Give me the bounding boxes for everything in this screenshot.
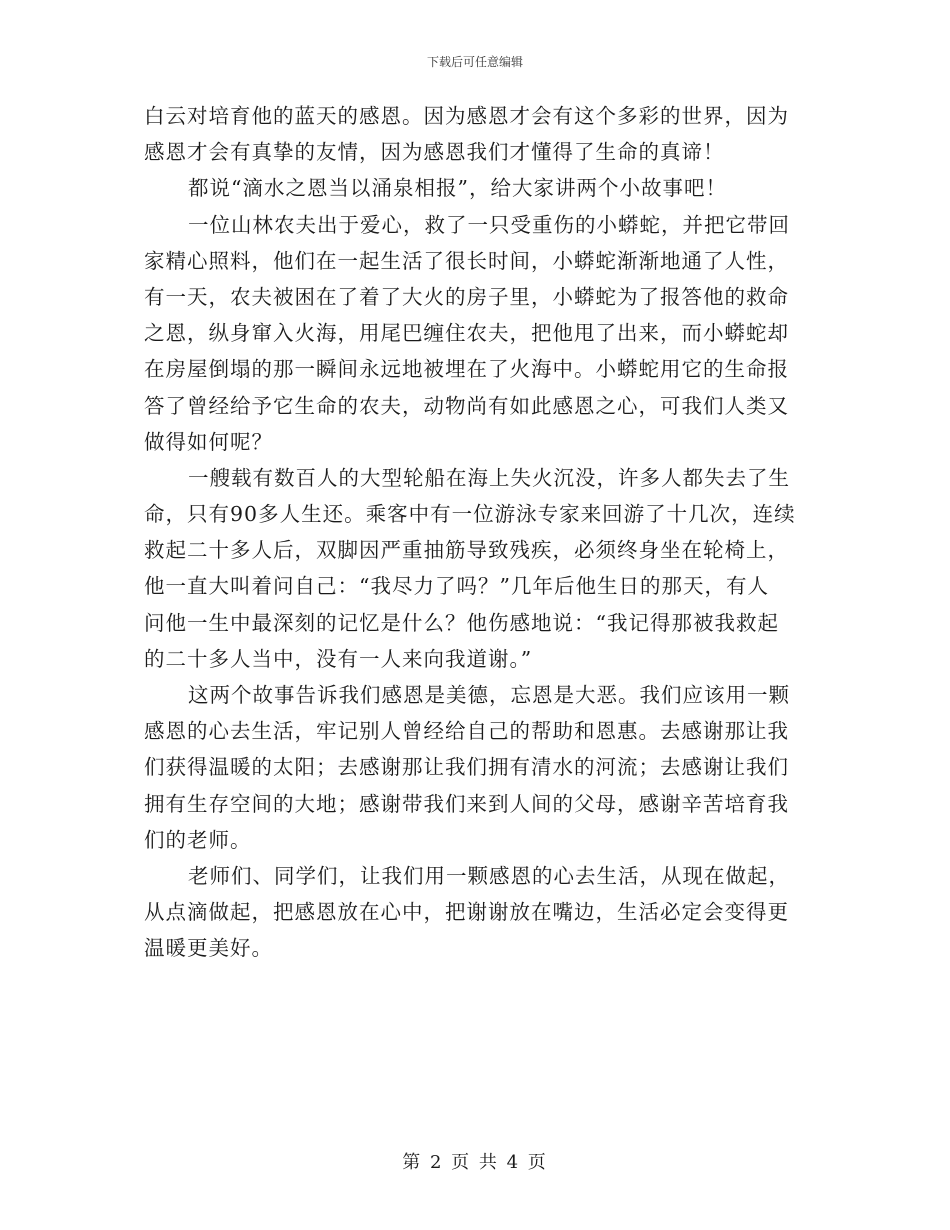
- text-line: 感恩才会有真挚的友情，因为感恩我们才懂得了生命的真谛！: [144, 140, 725, 165]
- paragraph: [144, 207, 800, 460]
- text-line: 都说“滴水之恩当以涌泉相报”，给大家讲两个小故事吧！: [188, 176, 727, 201]
- text-line: 拥有生存空间的大地；感谢带我们来到人间的父母，感谢辛苦培育我: [144, 791, 789, 816]
- paragraph: [144, 460, 800, 677]
- text-line: 之恩，纵身窜入火海，用尾巴缠住农夫，把他甩了出来，而小蟒蛇却: [144, 321, 789, 346]
- text-line: 做得如何呢？: [144, 429, 273, 454]
- document-body: [144, 98, 800, 967]
- text-line: 命，只有90多人生还。乘客中有一位游泳专家来回游了十几次，连续: [144, 502, 796, 527]
- paragraph: [144, 98, 800, 170]
- text-line: 温暖更美好。: [144, 936, 273, 961]
- paragraph: [144, 858, 800, 967]
- text-line: 们获得温暖的太阳；去感谢那让我们拥有清水的河流；去感谢让我们: [144, 755, 789, 780]
- text-line: 一艘载有数百人的大型轮船在海上失火沉没，许多人都失去了生: [188, 465, 790, 490]
- text-line: 家精心照料，他们在一起生活了很长时间，小蟒蛇渐渐地通了人性，: [144, 248, 789, 273]
- text-line: 有一天，农夫被困在了着了大火的房子里，小蟒蛇为了报答他的救命: [144, 284, 789, 309]
- text-line: 在房屋倒塌的那一瞬间永远地被埋在了火海中。小蟒蛇用它的生命报: [144, 357, 789, 382]
- text-line: 问他一生中最深刻的记忆是什么？他伤感地说：“我记得那被我救起: [144, 610, 779, 635]
- text-line: 这两个故事告诉我们感恩是美德，忘恩是大恶。我们应该用一颗: [188, 683, 790, 707]
- text-line: 老师们、同学们，让我们用一颗感恩的心去生活，从现在做起，: [188, 863, 790, 888]
- page-footer: 第 2 页 共 4 页: [402, 1152, 548, 1173]
- paragraph: [144, 170, 800, 206]
- text-line: 答了曾经给予它生命的农夫，动物尚有如此感恩之心，可我们人类又: [144, 393, 789, 418]
- text-line: 们的老师。: [144, 827, 252, 852]
- text-line: 从点滴做起，把感恩放在心中，把谢谢放在嘴边，生活必定会变得更: [144, 900, 789, 925]
- page-header: 下载后可任意编辑: [426, 55, 523, 69]
- text-line: 他一直大叫着问自己：“我尽力了吗？”几年后他生日的那天，有人: [144, 574, 769, 599]
- text-line: 一位山林农夫出于爱心，救了一只受重伤的小蟒蛇，并把它带回: [188, 212, 790, 237]
- text-line: 救起二十多人后，双脚因严重抽筋导致残疾，必须终身坐在轮椅上，: [144, 538, 789, 563]
- text-line: 白云对培育他的蓝天的感恩。因为感恩才会有这个多彩的世界，因为: [144, 104, 789, 128]
- text-line: 感恩的心去生活，牢记别人曾经给自己的帮助和恩惠。去感谢那让我: [144, 719, 789, 744]
- text-line: 的二十多人当中，没有一人来向我道谢。”: [144, 646, 533, 671]
- paragraph: [144, 677, 800, 858]
